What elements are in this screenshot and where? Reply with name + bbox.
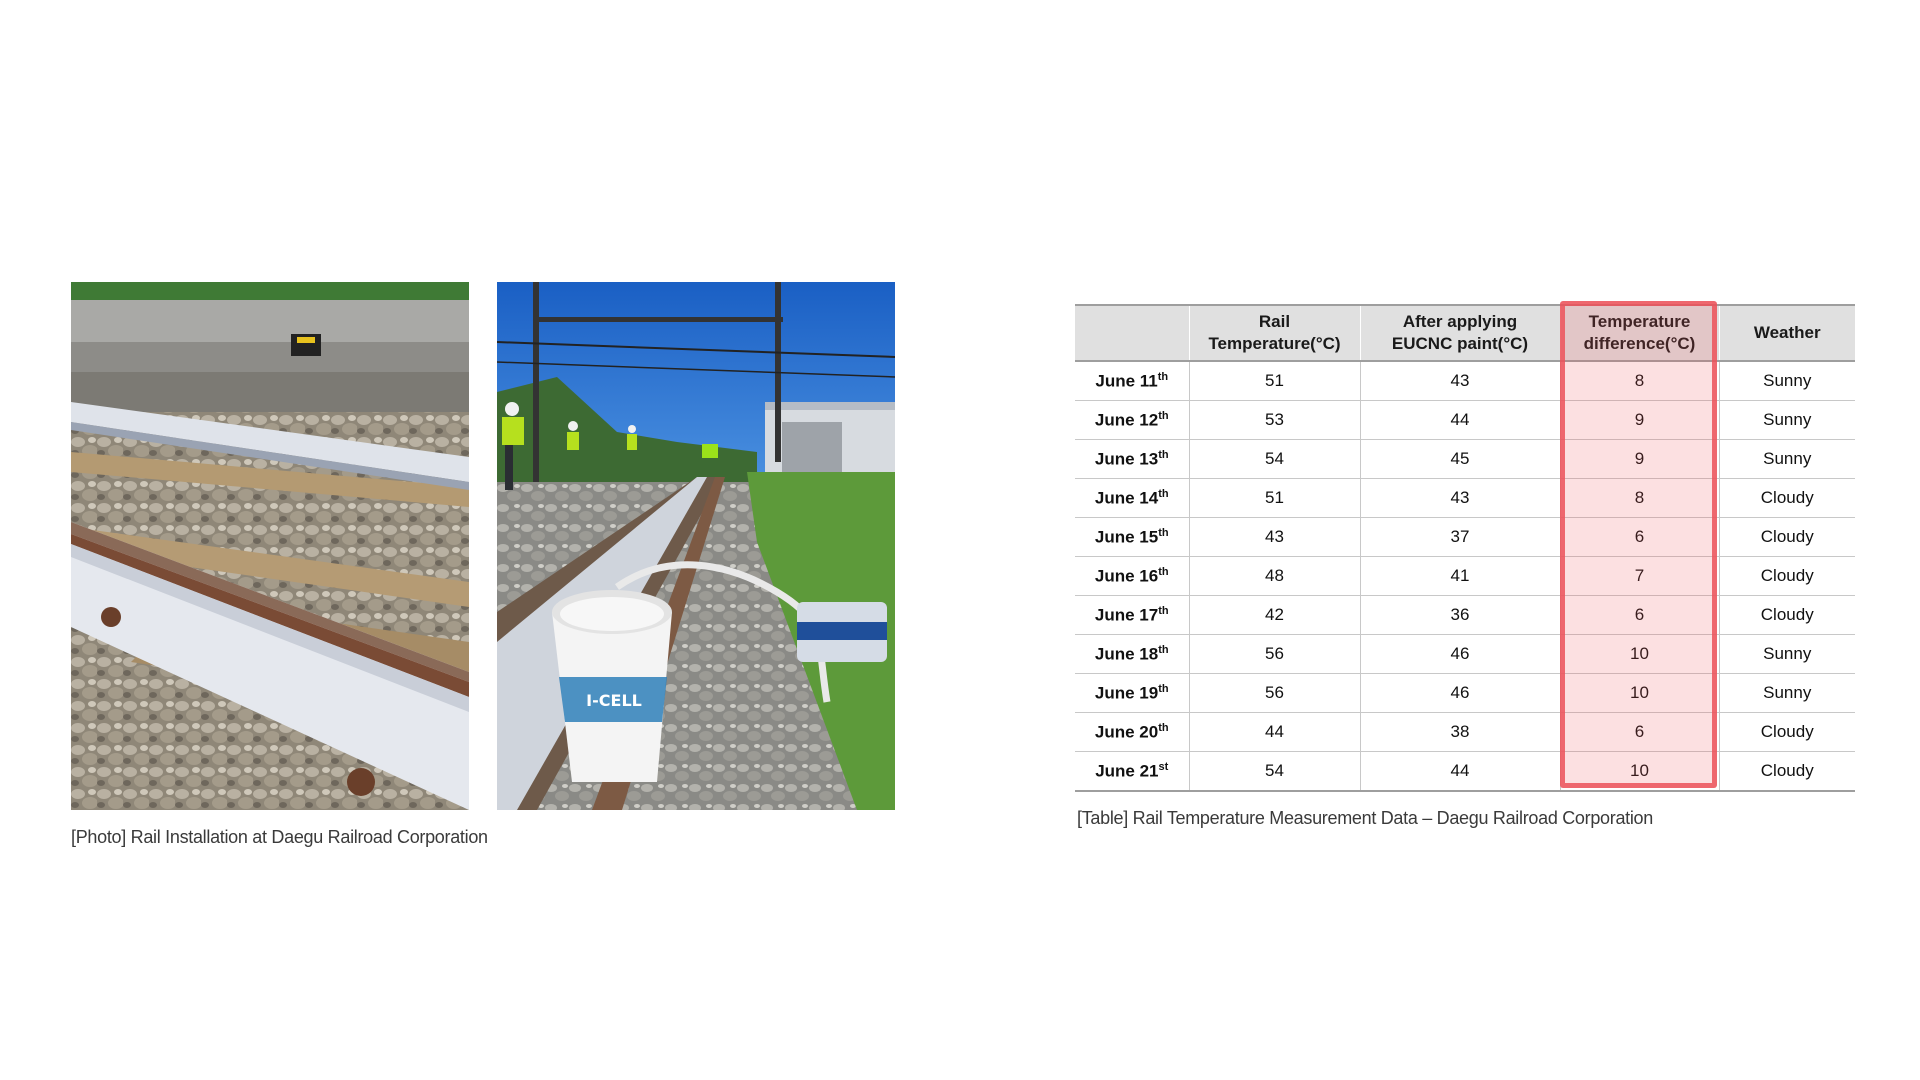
table-row xyxy=(1075,479,1855,518)
rail-temperature-cell: 56 xyxy=(1189,635,1360,674)
after-paint-cell: 46 xyxy=(1360,674,1560,713)
date-cell xyxy=(1075,713,1189,752)
temperature-difference-cell: 10 xyxy=(1560,635,1719,674)
weather-cell: Cloudy xyxy=(1719,479,1855,518)
date-cell xyxy=(1075,674,1189,713)
date-cell xyxy=(1075,752,1189,792)
date-cell xyxy=(1075,401,1189,440)
header-after-paint-line2: EUCNC paint(°C) xyxy=(1391,334,1529,353)
weather-cell: Sunny xyxy=(1719,361,1855,401)
date-cell xyxy=(1075,440,1189,479)
rail-temperature-cell: 56 xyxy=(1189,674,1360,713)
date-label: June 15 xyxy=(1094,527,1159,547)
date-suffix: th xyxy=(1158,604,1169,617)
after-paint-cell: 37 xyxy=(1360,518,1560,557)
workers-painting-image xyxy=(497,282,895,810)
temperature-difference-cell: 6 xyxy=(1560,518,1719,557)
date-label: June 17 xyxy=(1094,605,1159,625)
photo-caption: [Photo] Rail Installation at Daegu Railroad Corporation xyxy=(71,827,488,847)
header-rail-temperature xyxy=(1189,305,1360,361)
rail-installation-photo-left xyxy=(71,282,469,810)
temperature-difference-cell: 6 xyxy=(1560,713,1719,752)
date-suffix: th xyxy=(1157,370,1169,383)
date-label: June 21 xyxy=(1095,761,1159,781)
header-difference-line1: Temperature xyxy=(1588,312,1691,331)
weather-cell: Cloudy xyxy=(1719,596,1855,635)
rail-temperature-cell: 42 xyxy=(1189,596,1360,635)
header-after-paint-line1: After applying xyxy=(1402,312,1518,331)
table-caption: [Table] Rail Temperature Measurement Data – Daegu Railroad Corporation xyxy=(1077,808,1653,828)
temperature-difference-cell: 10 xyxy=(1560,674,1719,713)
table-row xyxy=(1075,596,1855,635)
header-rail-temperature-line2: Temperature(°C) xyxy=(1208,334,1341,353)
after-paint-cell: 41 xyxy=(1360,557,1560,596)
date-label: June 16 xyxy=(1094,566,1159,586)
date-cell xyxy=(1075,635,1189,674)
rail-temperature-cell: 48 xyxy=(1189,557,1360,596)
date-label: June 13 xyxy=(1094,449,1159,469)
temperature-difference-cell: 8 xyxy=(1560,479,1719,518)
weather-cell: Sunny xyxy=(1719,401,1855,440)
after-paint-cell: 38 xyxy=(1360,713,1560,752)
weather-cell: Cloudy xyxy=(1719,713,1855,752)
date-suffix: th xyxy=(1158,487,1169,500)
header-weather: Weather xyxy=(1719,305,1855,361)
date-label: June 14 xyxy=(1094,488,1159,508)
header-temperature-difference xyxy=(1560,305,1719,361)
table-row xyxy=(1075,713,1855,752)
after-paint-cell: 44 xyxy=(1360,752,1560,792)
date-cell xyxy=(1075,361,1189,401)
after-paint-cell: 44 xyxy=(1360,401,1560,440)
rail-temperature-cell: 53 xyxy=(1189,401,1360,440)
table-row xyxy=(1075,674,1855,713)
header-rail-temperature-line1: Rail xyxy=(1258,312,1291,331)
table-row xyxy=(1075,557,1855,596)
temperature-difference-cell: 6 xyxy=(1560,596,1719,635)
table-row xyxy=(1075,440,1855,479)
date-suffix: th xyxy=(1158,643,1169,656)
rail-temperature-cell: 51 xyxy=(1189,361,1360,401)
rail-closeup-image xyxy=(71,282,469,810)
weather-cell: Cloudy xyxy=(1719,518,1855,557)
rail-installation-photo-right xyxy=(497,282,895,810)
after-paint-cell: 36 xyxy=(1360,596,1560,635)
after-paint-cell: 46 xyxy=(1360,635,1560,674)
table-row xyxy=(1075,361,1855,401)
rail-temperature-cell: 51 xyxy=(1189,479,1360,518)
header-after-paint xyxy=(1360,305,1560,361)
table-row xyxy=(1075,635,1855,674)
date-cell xyxy=(1075,596,1189,635)
date-suffix: th xyxy=(1158,409,1169,422)
after-paint-cell: 43 xyxy=(1360,361,1560,401)
temperature-difference-cell: 9 xyxy=(1560,401,1719,440)
rail-temperature-cell: 43 xyxy=(1189,518,1360,557)
date-suffix: th xyxy=(1158,448,1169,461)
table-row xyxy=(1075,518,1855,557)
temperature-difference-cell: 8 xyxy=(1560,361,1719,401)
rail-temperature-cell: 54 xyxy=(1189,440,1360,479)
date-suffix: th xyxy=(1158,682,1169,695)
after-paint-cell: 43 xyxy=(1360,479,1560,518)
bucket-label: I-CELL xyxy=(586,691,642,710)
date-label: June 18 xyxy=(1094,644,1159,664)
temperature-difference-cell: 7 xyxy=(1560,557,1719,596)
date-label: June 20 xyxy=(1094,722,1159,742)
date-suffix: th xyxy=(1158,526,1169,539)
weather-cell: Sunny xyxy=(1719,440,1855,479)
header-difference-line2: difference(°C) xyxy=(1583,334,1696,353)
date-label: June 19 xyxy=(1094,683,1159,703)
header-date xyxy=(1075,305,1189,361)
table-header-row xyxy=(1075,305,1855,361)
date-cell xyxy=(1075,557,1189,596)
weather-cell: Cloudy xyxy=(1719,557,1855,596)
rail-temperature-cell: 44 xyxy=(1189,713,1360,752)
weather-cell: Sunny xyxy=(1719,674,1855,713)
weather-cell: Cloudy xyxy=(1719,752,1855,792)
rail-temperature-cell: 54 xyxy=(1189,752,1360,792)
weather-cell: Sunny xyxy=(1719,635,1855,674)
temperature-difference-cell: 10 xyxy=(1560,752,1719,792)
table-row xyxy=(1075,401,1855,440)
date-label: June 11 xyxy=(1095,371,1158,391)
temperature-difference-cell: 9 xyxy=(1560,440,1719,479)
date-suffix: th xyxy=(1158,721,1169,734)
date-cell xyxy=(1075,479,1189,518)
date-label: June 12 xyxy=(1094,410,1159,430)
after-paint-cell: 45 xyxy=(1360,440,1560,479)
date-suffix: th xyxy=(1158,565,1169,578)
date-cell xyxy=(1075,518,1189,557)
table-row xyxy=(1075,752,1855,792)
date-suffix: st xyxy=(1158,760,1169,773)
rail-temperature-table xyxy=(1075,304,1855,792)
